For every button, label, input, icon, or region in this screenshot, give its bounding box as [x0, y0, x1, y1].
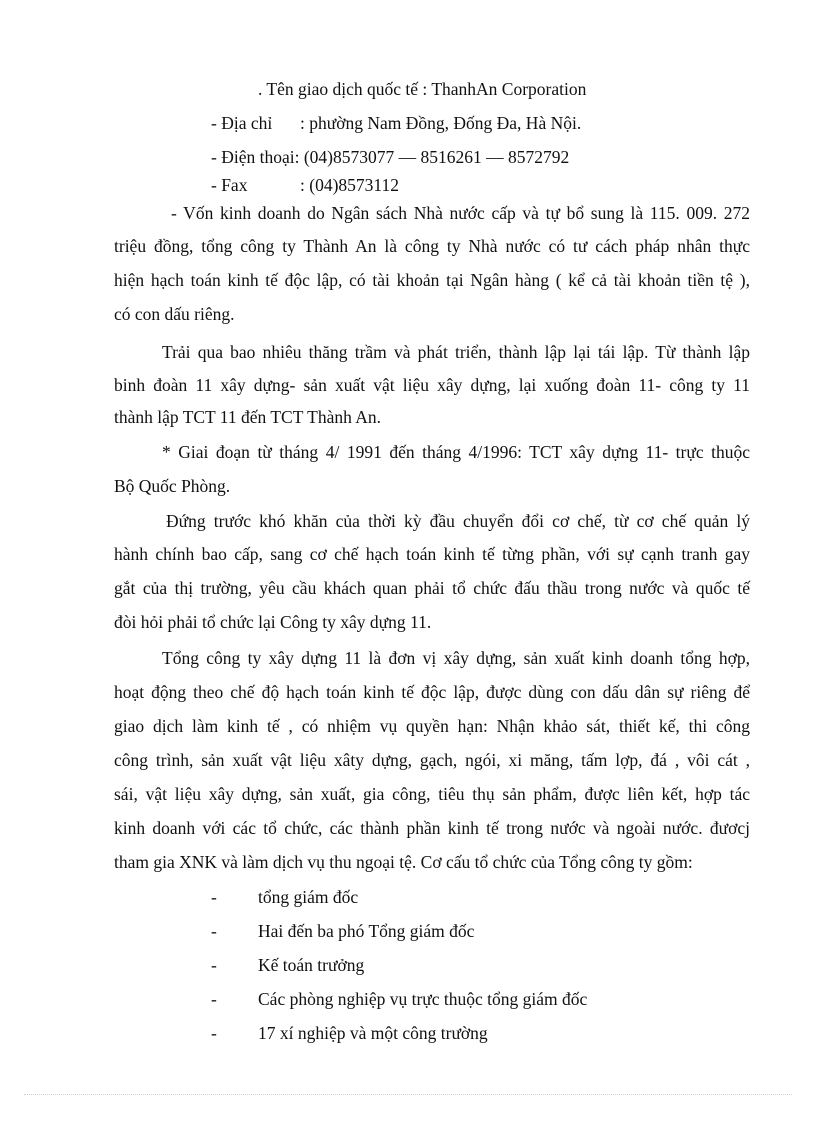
- list-item: 17 xí nghiệp và một công trường: [258, 1023, 488, 1043]
- corporation-line: tham gia XNK và làm dịch vụ thu ngoại tệ. Cơ cấu tổ chức của Tổng công ty gồm:: [114, 852, 693, 872]
- history-line: Trải qua bao nhiêu thăng trầm và phát triển, thành lập lại tái lập. Từ thành lập: [162, 342, 750, 362]
- history-line: thành lập TCT 11 đến TCT Thành An.: [114, 407, 382, 427]
- difficulty-line: hành chính bao cấp, sang cơ chế hạch toán kinh tế từng phần, với sự cạnh tranh gay: [114, 544, 750, 564]
- difficulty-line: gắt của thị trường, yêu cầu khách quan phải tổ chức đấu thầu trong nước và quốc tế: [114, 578, 750, 598]
- period-line: Bộ Quốc Phòng.: [114, 476, 231, 496]
- list-item: Kế toán trưởng: [258, 955, 365, 975]
- list-item: tổng giám đốc: [258, 887, 359, 907]
- corporation-line: hoạt động theo chế độ hạch toán kinh tế độc lập, được dùng con dấu dân sự riêng để: [114, 682, 750, 702]
- list-bullet: -: [211, 887, 217, 907]
- page-bottom-rule: [24, 1094, 792, 1095]
- capital-line: - Vốn kinh doanh do Ngân sách Nhà nước cấp và tự bổ sung là 115. 009. 272: [171, 203, 750, 223]
- difficulty-line: đòi hỏi phải tổ chức lại Công ty xây dựng 11.: [114, 612, 432, 632]
- difficulty-line: Đứng trước khó khăn của thời kỳ đầu chuyển đổi cơ chế, từ cơ chế quản lý: [166, 511, 750, 531]
- intl-trade-name: . Tên giao dịch quốc tế : ThanhAn Corporation: [258, 79, 587, 99]
- list-bullet: -: [211, 921, 217, 941]
- list-item: Các phòng nghiệp vụ trực thuộc tổng giám đốc: [258, 989, 588, 1009]
- corporation-line: sái, vật liệu xây dựng, sản xuất, gia công, tiêu thụ sản phẩm, được liên kết, hợp tác: [114, 784, 750, 804]
- fax-label: - Fax: [211, 175, 248, 195]
- period-line: * Giai đoạn từ tháng 4/ 1991 đến tháng 4/1996: TCT xây dựng 11- trực thuộc: [162, 442, 750, 462]
- corporation-line: công trình, sản xuất vật liệu xâty dựng, gạch, ngói, xi măng, tấm lợp, đá , vôi cát ,: [114, 750, 750, 770]
- capital-line: có con dấu riêng.: [114, 304, 235, 324]
- list-bullet: -: [211, 1023, 217, 1043]
- list-bullet: -: [211, 989, 217, 1009]
- capital-line: hiện hạch toán kinh tế độc lập, có tài khoản tại Ngân hàng ( kể cả tài khoản tiền tệ ),: [114, 270, 750, 290]
- corporation-line: giao dịch làm kinh tế , có nhiệm vụ quyền hạn: Nhận khảo sát, thiết kế, thi công: [114, 716, 750, 736]
- list-item: Hai đến ba phó Tổng giám đốc: [258, 921, 475, 941]
- capital-line: triệu đồng, tổng công ty Thành An là công ty Nhà nước có tư cách pháp nhân thực: [114, 236, 750, 256]
- address-label: - Địa chỉ: [211, 113, 273, 133]
- address-value: : phường Nam Đồng, Đống Đa, Hà Nội.: [300, 113, 582, 133]
- list-bullet: -: [211, 955, 217, 975]
- history-line: binh đoàn 11 xây dựng- sản xuất vật liệu xây dựng, lại xuống đoàn 11- công ty 11: [114, 375, 750, 395]
- corporation-line: kinh doanh với các tổ chức, các thành phần kinh tế trong nước và ngoài nước. đươcj: [114, 818, 750, 838]
- corporation-line: Tổng công ty xây dựng 11 là đơn vị xây dựng, sản xuất kinh doanh tổng hợp,: [162, 648, 750, 668]
- phone-line: - Điện thoại: (04)8573077 — 8516261 — 8572792: [211, 147, 570, 167]
- fax-value: : (04)8573112: [300, 175, 399, 195]
